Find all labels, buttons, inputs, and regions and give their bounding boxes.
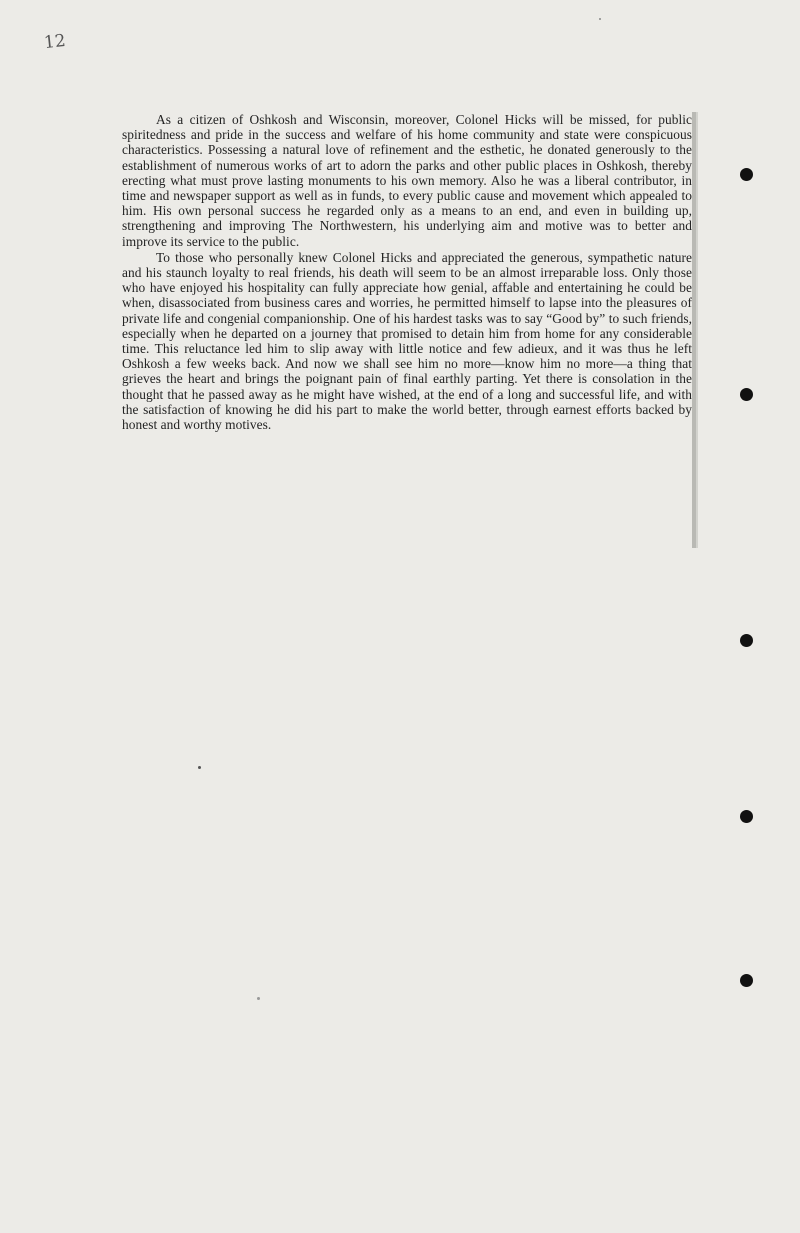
scan-speck	[599, 18, 601, 20]
scan-speck	[198, 766, 201, 769]
article-paragraph-2: To those who personally knew Colonel Hicks and appreciated the generous, sympathetic nature and his staunch loyalty to real friends, his death will seem to be an almost irreparable loss. Only those who have enjoyed his hospitality can fully appreciate how genial, affable and entertaining he could be when, disassociated from business cares and worries, he permitted himself to lapse into the pleasures of private life and congenial companionship. One of his hardest tasks was to say “Good by” to such friends, especially when he departed on a journey that promised to detain him from home for any considerable time. This reluctance led him to slip away with little notice and few adieux, and it was thus he left Oshkosh a few weeks back. And now we shall see him no more—know him no more—a thing that grieves the heart and brings the poignant pain of final earthly parting. Yet there is consolation in the thought that he passed away as he might have wished, at the end of a long and successful life, and with the satisfaction of knowing he did his part to make the world better, through earnest efforts backed by honest and worthy motives.	[122, 249, 692, 433]
binder-hole-1	[740, 168, 753, 181]
binder-hole-4	[740, 810, 753, 823]
binder-hole-2	[740, 388, 753, 401]
newspaper-clipping	[122, 112, 696, 548]
binder-hole-5	[740, 974, 753, 987]
article-paragraph-1: As a citizen of Oshkosh and Wisconsin, moreover, Colonel Hicks will be missed, for public spiritedness and pride in the success and welfare of his home community and state were conspicuous characteristics. Possessing a natural love of refinement and the esthetic, he donated generously to the establishment of numerous works of art to adorn the parks and other public places in Oshkosh, thereby erecting what must prove lasting monuments to his own memory. Also he was a liberal contributor, in time and newspaper support as well as in funds, to every public cause and movement which appealed to him. His own personal success he regarded only as a means to an end, and even in building up, strengthening and improving The Northwestern, his underlying aim and motive was to better and improve its service to the public.	[122, 112, 692, 249]
binder-hole-3	[740, 634, 753, 647]
scan-speck	[257, 997, 260, 1000]
handwritten-page-number: 12	[43, 30, 67, 54]
